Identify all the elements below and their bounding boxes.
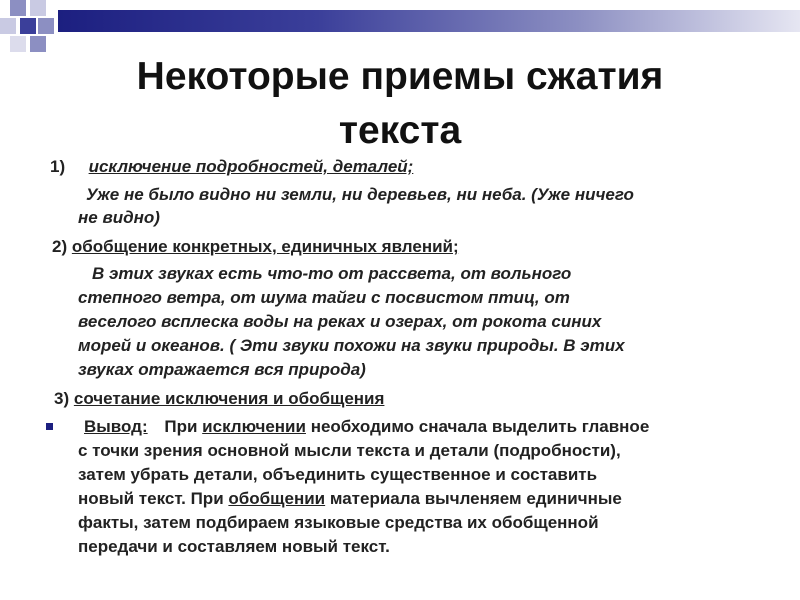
title-line-2: текста [338, 109, 462, 152]
conclusion-line: факты, затем подбираем языковые средства их обобщенной [78, 513, 599, 532]
conclusion-line: затем убрать детали, объединить существенное и составить [78, 465, 598, 484]
deco-square [10, 0, 26, 16]
conclusion-text: новый текст. При [78, 489, 224, 508]
conclusion-text: При [164, 417, 198, 436]
conclusion-line: передачи и составляем новый текст. [78, 537, 390, 556]
header-gradient-bar [58, 10, 800, 32]
slide-title [60, 50, 740, 158]
item-2-heading: обобщение конкретных, единичных явлений; [71, 237, 459, 256]
conclusion-keyword-exclusion: исключении [202, 417, 306, 436]
conclusion-line [78, 487, 622, 511]
deco-square [10, 36, 26, 52]
conclusion-keyword-generalization: обобщении [228, 489, 326, 508]
item-3-heading: сочетание исключения и обобщения [73, 389, 385, 408]
item-2-example-line: веселого всплеска воды на реках и озерах, от рокота синих [78, 312, 602, 331]
item-2-example-line: В этих звуках есть что-то от рассвета, от вольного [92, 264, 572, 283]
deco-square [38, 18, 54, 34]
item-1-example-line: Уже не было видно ни земли, ни деревьев, ни неба. (Уже ничего [86, 185, 634, 204]
deco-square [0, 18, 16, 34]
item-2-example-line: степного ветра, от шума тайги с посвистом птиц, от [78, 288, 570, 307]
item-2-example-line: морей и океанов. ( Эти звуки похожи на звуки природы. В этих [78, 336, 625, 355]
conclusion-text: необходимо сначала выделить главное [310, 417, 650, 436]
item-3-number: 3) [54, 389, 70, 408]
item-1-heading-row [50, 155, 413, 179]
bullet-square-icon [46, 423, 53, 430]
deco-square [30, 0, 46, 16]
conclusion-line: с точки зрения основной мысли текста и детали (подробности), [78, 441, 621, 460]
conclusion-text: материала вычленяем единичные [329, 489, 622, 508]
title-line-1: Некоторые приемы сжатия [136, 55, 664, 98]
item-2-heading-row [52, 235, 459, 259]
conclusion-line [84, 415, 649, 439]
item-2-number: 2) [52, 237, 68, 256]
item-3-heading-row [54, 387, 384, 411]
item-2-example-line: звуках отражается вся природа) [78, 360, 366, 379]
deco-square [20, 18, 36, 34]
item-1-number: 1) [50, 157, 66, 176]
deco-square [30, 36, 46, 52]
item-1-example-line: не видно) [78, 208, 160, 227]
conclusion-label: Вывод: [84, 417, 148, 436]
item-1-heading: исключение подробностей, деталей; [88, 157, 414, 176]
